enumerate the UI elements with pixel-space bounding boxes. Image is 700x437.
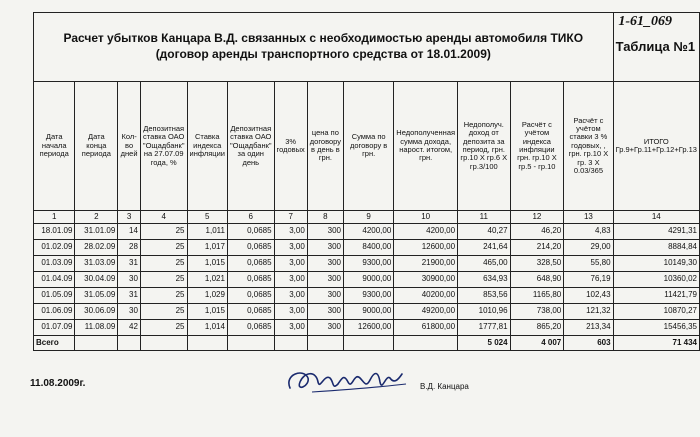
table-cell: 102,43: [564, 288, 613, 304]
table-cell: 18.01.09: [34, 224, 75, 240]
table-cell: 01.04.09: [34, 272, 75, 288]
table-cell: 11421,79: [613, 288, 699, 304]
table-cell: 30: [118, 304, 141, 320]
table-cell: 01.02.09: [34, 240, 75, 256]
table-cell: 10360,02: [613, 272, 699, 288]
table-cell: 9000,00: [343, 272, 393, 288]
table-cell: 4291,31: [613, 224, 699, 240]
table-cell: 76,19: [564, 272, 613, 288]
table-cell: 865,20: [510, 320, 564, 336]
table-cell: 10870,27: [613, 304, 699, 320]
table-cell: 31.03.09: [75, 256, 118, 272]
column-header: Ставка индекса инфляции: [187, 82, 227, 211]
table-cell: 634,93: [458, 272, 511, 288]
table-cell: 1,014: [187, 320, 227, 336]
total-col-11: 5 024: [458, 336, 511, 351]
total-label: Всего: [34, 336, 75, 351]
column-number: 6: [227, 211, 274, 224]
column-header: Дата начала периода: [34, 82, 75, 211]
table-cell: 49200,00: [394, 304, 458, 320]
document-id: 1-61_069: [618, 14, 672, 29]
table-row: [34, 224, 700, 240]
table-row: [34, 272, 700, 288]
table-cell: 3,00: [274, 272, 307, 288]
table-cell: 300: [307, 272, 343, 288]
table-cell: 40,27: [458, 224, 511, 240]
table-cell: 15456,35: [613, 320, 699, 336]
table-cell: 300: [307, 224, 343, 240]
table-cell: 28.02.09: [75, 240, 118, 256]
table-cell: 1165,80: [510, 288, 564, 304]
column-number: 2: [75, 211, 118, 224]
handwritten-signature: [282, 360, 412, 402]
table-cell: 1010,96: [458, 304, 511, 320]
column-header: Расчёт с учётом индекса инфляции грн. гр.10 Х гр.5 - гр.10: [510, 82, 564, 211]
table-cell: 3,00: [274, 288, 307, 304]
table-cell: 8884,84: [613, 240, 699, 256]
table-cell: 214,20: [510, 240, 564, 256]
table-title: [34, 13, 614, 82]
table-cell: 9000,00: [343, 304, 393, 320]
table-cell: 213,34: [564, 320, 613, 336]
table-cell: 29,00: [564, 240, 613, 256]
table-cell: 1,015: [187, 256, 227, 272]
total-col-12: 4 007: [510, 336, 564, 351]
table-cell: 8400,00: [343, 240, 393, 256]
table-cell: 01.07.09: [34, 320, 75, 336]
column-header: 3% годовых: [274, 82, 307, 211]
table-cell: 1,017: [187, 240, 227, 256]
table-cell: 4200,00: [343, 224, 393, 240]
table-cell: 1,011: [187, 224, 227, 240]
table-cell: 31: [118, 256, 141, 272]
table-cell: 853,56: [458, 288, 511, 304]
table-cell: 30.04.09: [75, 272, 118, 288]
title-line-1: Расчет убытков Канцара В.Д. связанных с необходимостью аренды автомобиля ТИКО: [63, 31, 584, 46]
table-cell: 25: [140, 272, 187, 288]
table-cell: 25: [140, 304, 187, 320]
table-cell: 300: [307, 304, 343, 320]
table-cell: 61800,00: [394, 320, 458, 336]
column-number: 4: [140, 211, 187, 224]
table-cell: 01.06.09: [34, 304, 75, 320]
column-number: 14: [613, 211, 699, 224]
table-cell: 14: [118, 224, 141, 240]
table-cell: 25: [140, 224, 187, 240]
table-cell: 300: [307, 320, 343, 336]
table-cell: 328,50: [510, 256, 564, 272]
table-cell: 31.01.09: [75, 224, 118, 240]
table-cell: 0,0685: [227, 224, 274, 240]
table-cell: 0,0685: [227, 304, 274, 320]
table-cell: 648,90: [510, 272, 564, 288]
table-cell: 0,0685: [227, 288, 274, 304]
table-cell: 30.06.09: [75, 304, 118, 320]
footer-date: 11.08.2009г.: [30, 378, 86, 389]
table-cell: 4,83: [564, 224, 613, 240]
table-cell: 241,64: [458, 240, 511, 256]
table-cell: 465,00: [458, 256, 511, 272]
table-row: [34, 320, 700, 336]
table-cell: 01.03.09: [34, 256, 75, 272]
table-cell: 12600,00: [343, 320, 393, 336]
table-cell: 42: [118, 320, 141, 336]
table-cell: 3,00: [274, 240, 307, 256]
title-line-2: (договор аренды транспортного средства от 18.01.2009): [155, 47, 491, 61]
column-number: 10: [394, 211, 458, 224]
column-number: 13: [564, 211, 613, 224]
table-cell: 25: [140, 256, 187, 272]
table-cell: 1,015: [187, 304, 227, 320]
table-cell: 30: [118, 272, 141, 288]
table-cell: 40200,00: [394, 288, 458, 304]
table-row: [34, 256, 700, 272]
column-header: цена по договору в день в грн.: [307, 82, 343, 211]
column-number: 5: [187, 211, 227, 224]
table-cell: 0,0685: [227, 320, 274, 336]
table-cell: 9300,00: [343, 256, 393, 272]
column-number: 7: [274, 211, 307, 224]
table-cell: 30900,00: [394, 272, 458, 288]
column-header: ИТОГО Гр.9+Гр.11+Гр.12+Гр.13: [613, 82, 699, 211]
table-cell: 300: [307, 240, 343, 256]
table-cell: 46,20: [510, 224, 564, 240]
column-number: 1: [34, 211, 75, 224]
column-number: 9: [343, 211, 393, 224]
table-cell: 3,00: [274, 256, 307, 272]
column-number: 11: [458, 211, 511, 224]
column-header: Дата конца периода: [75, 82, 118, 211]
table-cell: 21900,00: [394, 256, 458, 272]
table-cell: 3,00: [274, 304, 307, 320]
table-cell: 25: [140, 288, 187, 304]
column-header: Депозитная ставка ОАО "Ощадбанк" за один день: [227, 82, 274, 211]
table-cell: 3,00: [274, 224, 307, 240]
table-row: [34, 288, 700, 304]
table-cell: 11.08.09: [75, 320, 118, 336]
column-header: Сумма по договору в грн.: [343, 82, 393, 211]
table-cell: 1,021: [187, 272, 227, 288]
loss-calculation-table: [33, 12, 700, 351]
column-header: Кол-во дней: [118, 82, 141, 211]
table-cell: 28: [118, 240, 141, 256]
table-cell: 3,00: [274, 320, 307, 336]
column-header: Депозитная ставка ОАО "Ощадбанк" на 27.07.09 года, %: [140, 82, 187, 211]
column-number: 3: [118, 211, 141, 224]
table-cell: 12600,00: [394, 240, 458, 256]
table-row: [34, 240, 700, 256]
table-cell: 4200,00: [394, 224, 458, 240]
table-cell: 25: [140, 240, 187, 256]
table-cell: 0,0685: [227, 240, 274, 256]
table-cell: 25: [140, 320, 187, 336]
table-cell: 10149,30: [613, 256, 699, 272]
column-header: Расчёт с учётом ставки 3 % годовых, , грн. гр.10 Х гр. 3 Х 0.03/365: [564, 82, 613, 211]
table-cell: 738,00: [510, 304, 564, 320]
table-cell: 0,0685: [227, 256, 274, 272]
table-row: [34, 304, 700, 320]
table-cell: 121,32: [564, 304, 613, 320]
table-cell: 01.05.09: [34, 288, 75, 304]
table-cell: 0,0685: [227, 272, 274, 288]
column-number: 8: [307, 211, 343, 224]
table-cell: 1,029: [187, 288, 227, 304]
total-col-13: 603: [564, 336, 613, 351]
table-cell: 300: [307, 256, 343, 272]
table-cell: 31.05.09: [75, 288, 118, 304]
column-header: Недополуч. доход от депозита за период, грн. гр.10 Х гр.6 Х гр.3/100: [458, 82, 511, 211]
signer-name: В.Д. Канцара: [420, 382, 469, 391]
table-cell: 31: [118, 288, 141, 304]
total-col-14: 71 434: [613, 336, 699, 351]
column-number: 12: [510, 211, 564, 224]
table-cell: 300: [307, 288, 343, 304]
table-number: Таблица №1: [613, 13, 699, 82]
table-cell: 9300,00: [343, 288, 393, 304]
table-cell: 1777,81: [458, 320, 511, 336]
column-header: Недополученная сумма дохода, нарост. итогом, грн.: [394, 82, 458, 211]
table-cell: 55,80: [564, 256, 613, 272]
